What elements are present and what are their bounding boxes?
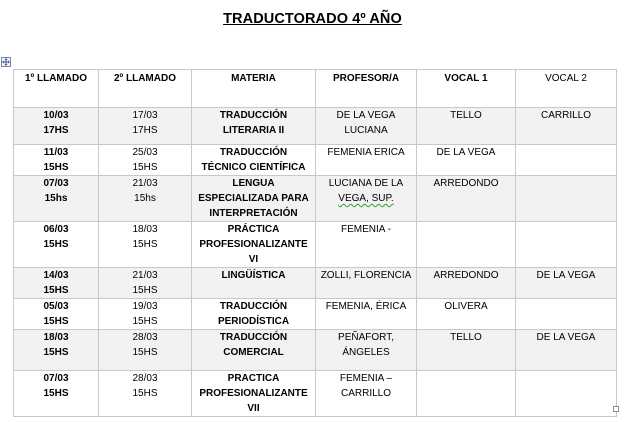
cell-llamado-2-line: 15HS <box>132 162 158 173</box>
cell-llamado-2-line: 28/03 <box>132 373 158 384</box>
cell-materia <box>192 268 316 299</box>
cell-llamado-2 <box>99 176 192 222</box>
header-vocal-2: VOCAL 2 <box>516 70 617 108</box>
cell-materia <box>192 176 316 222</box>
cell-materia-line: TRADUCCIÓN <box>219 110 288 121</box>
cell-materia <box>192 299 316 330</box>
cell-llamado-1-line: 15hs <box>44 193 68 204</box>
cell-profesor-line: ZOLLI, FLORENCIA <box>320 270 412 281</box>
table-move-handle-icon[interactable] <box>1 57 11 67</box>
cell-profesor-line: DE LA VEGA <box>336 110 396 121</box>
cell-llamado-2-line: 17HS <box>132 125 158 136</box>
cell-llamado-2 <box>99 330 192 371</box>
cell-llamado-1-line: 15HS <box>43 347 69 358</box>
cell-llamado-1-line: 18/03 <box>43 332 69 343</box>
cell-vocal-1 <box>417 145 516 176</box>
cell-materia-line: COMERCIAL <box>223 347 284 358</box>
cell-llamado-2-line: 17/03 <box>132 110 158 121</box>
cell-llamado-2-line: 15HS <box>132 239 158 250</box>
cell-llamado-1 <box>14 268 99 299</box>
cell-materia-line: PRÁCTICA <box>227 224 280 235</box>
cell-materia-line: ESPECIALIZADA PARA <box>198 193 309 204</box>
cell-llamado-2-line: 28/03 <box>132 332 158 343</box>
cell-profesor-line: FEMENIA - <box>340 224 391 235</box>
cell-llamado-1-line: 15HS <box>43 239 69 250</box>
cell-llamado-1-line: 05/03 <box>43 301 69 312</box>
cell-profesor <box>316 222 417 268</box>
cell-llamado-1-line: 10/03 <box>43 110 69 121</box>
cell-llamado-1 <box>14 108 99 145</box>
cell-vocal-1-line: TELLO <box>450 332 482 343</box>
cell-profesor-line: CARRILLO <box>340 388 391 399</box>
cell-llamado-1-line: 15HS <box>43 162 69 173</box>
header-vocal-1: VOCAL 1 <box>417 70 516 108</box>
cell-profesor-line: LUCIANA DE LA <box>328 178 404 189</box>
cell-materia-line: PRACTICA <box>227 373 280 384</box>
cell-vocal-1 <box>417 176 516 222</box>
document-title: TRADUCTORADO 4º AÑO <box>223 11 402 27</box>
cell-vocal-1-line: TELLO <box>450 110 482 121</box>
cell-llamado-1-line: 14/03 <box>43 270 69 281</box>
table-row <box>14 268 617 299</box>
table-row <box>14 145 617 176</box>
cell-materia <box>192 330 316 371</box>
cell-llamado-2 <box>99 371 192 417</box>
cell-profesor-line: VEGA, SUP. <box>338 193 394 204</box>
cell-vocal-1-line: ARREDONDO <box>433 178 499 189</box>
cell-profesor <box>316 299 417 330</box>
cell-vocal-1 <box>417 268 516 299</box>
cell-profesor-line: PEÑAFORT, <box>338 332 394 343</box>
cell-vocal-1 <box>417 222 516 268</box>
cell-llamado-2-line: 21/03 <box>132 178 158 189</box>
cell-llamado-2-line: 15hs <box>134 193 156 204</box>
cell-materia <box>192 108 316 145</box>
table-row <box>14 222 617 268</box>
cell-profesor <box>316 268 417 299</box>
cell-profesor-line: FEMENIA – <box>339 373 393 384</box>
cell-materia-line: TRADUCCIÓN <box>219 332 288 343</box>
header-llamado-2: 2º LLAMADO <box>99 70 192 108</box>
header-llamado-1: 1º LLAMADO <box>14 70 99 108</box>
cell-materia <box>192 222 316 268</box>
cell-llamado-2 <box>99 268 192 299</box>
cell-profesor-line: FEMENIA, ÉRICA <box>325 301 407 312</box>
cell-profesor <box>316 176 417 222</box>
cell-llamado-1-line: 15HS <box>43 388 69 399</box>
cell-profesor-line: ÁNGELES <box>342 347 390 358</box>
cell-vocal-2-line: DE LA VEGA <box>536 270 596 281</box>
cell-materia-line: PROFESIONALIZANTE <box>199 388 308 399</box>
cell-materia-line: INTERPRETACIÓN <box>209 208 298 219</box>
cell-llamado-1 <box>14 330 99 371</box>
cell-vocal-2 <box>516 108 617 145</box>
cell-vocal-1 <box>417 371 516 417</box>
cell-llamado-1 <box>14 299 99 330</box>
cell-materia-line: TÉCNICO CIENTÍFICA <box>201 162 306 173</box>
cell-llamado-2 <box>99 299 192 330</box>
cell-llamado-2-line: 15HS <box>132 388 158 399</box>
cell-materia <box>192 145 316 176</box>
cell-vocal-2 <box>516 330 617 371</box>
table-row <box>14 299 617 330</box>
cell-llamado-1-line: 11/03 <box>43 147 69 158</box>
cell-llamado-1 <box>14 371 99 417</box>
cell-materia-line: PERIODÍSTICA <box>217 316 290 327</box>
cell-profesor <box>316 330 417 371</box>
cell-llamado-1 <box>14 176 99 222</box>
cell-llamado-1 <box>14 222 99 268</box>
header-materia: MATERIA <box>192 70 316 108</box>
table-row <box>14 330 617 371</box>
cell-materia-line: LINGÜÍSTICA <box>221 270 286 281</box>
exam-schedule-table <box>13 69 617 417</box>
cell-vocal-2-line: DE LA VEGA <box>536 332 596 343</box>
cell-vocal-1-line: DE LA VEGA <box>436 147 496 158</box>
cell-materia-line: VII <box>247 403 260 414</box>
cell-vocal-2 <box>516 371 617 417</box>
header-profesor: PROFESOR/A <box>316 70 417 108</box>
cell-llamado-2 <box>99 108 192 145</box>
cell-llamado-2-line: 21/03 <box>132 270 158 281</box>
cell-vocal-2 <box>516 268 617 299</box>
cell-llamado-1-line: 07/03 <box>43 178 69 189</box>
cell-llamado-2 <box>99 145 192 176</box>
cell-llamado-2-line: 19/03 <box>132 301 158 312</box>
cell-llamado-2-line: 15HS <box>132 347 158 358</box>
cell-materia-line: TRADUCCIÓN <box>219 147 288 158</box>
cell-profesor <box>316 371 417 417</box>
cell-llamado-1 <box>14 145 99 176</box>
cell-vocal-1 <box>417 299 516 330</box>
cell-vocal-2 <box>516 222 617 268</box>
header-row <box>14 70 617 108</box>
cell-profesor <box>316 145 417 176</box>
cell-llamado-1-line: 15HS <box>43 285 69 296</box>
cell-llamado-1-line: 17HS <box>43 125 69 136</box>
table-row <box>14 371 617 417</box>
table-row <box>14 176 617 222</box>
cell-vocal-2 <box>516 299 617 330</box>
cell-llamado-2-line: 18/03 <box>132 224 158 235</box>
cell-materia <box>192 371 316 417</box>
cell-llamado-1-line: 06/03 <box>43 224 69 235</box>
cell-materia-line: TRADUCCIÓN <box>219 301 288 312</box>
table-row <box>14 108 617 145</box>
cell-profesor <box>316 108 417 145</box>
cell-vocal-1 <box>417 330 516 371</box>
cell-vocal-1-line: ARREDONDO <box>433 270 499 281</box>
cell-llamado-2-line: 15HS <box>132 285 158 296</box>
cell-llamado-2-line: 25/03 <box>132 147 158 158</box>
cell-materia-line: PROFESIONALIZANTE <box>199 239 308 250</box>
cell-materia-line: VI <box>248 254 259 265</box>
cell-llamado-1-line: 07/03 <box>43 373 69 384</box>
cell-llamado-1-line: 15HS <box>43 316 69 327</box>
cell-vocal-2-line: CARRILLO <box>540 110 591 121</box>
cell-vocal-1-line: OLIVERA <box>444 301 488 312</box>
cell-materia-line: LITERARIA II <box>222 125 285 136</box>
cell-profesor-line: FEMENIA ERICA <box>327 147 405 158</box>
cell-materia-line: LENGUA <box>232 178 275 189</box>
cell-vocal-2 <box>516 145 617 176</box>
cell-vocal-2 <box>516 176 617 222</box>
cell-llamado-2 <box>99 222 192 268</box>
cell-llamado-2-line: 15HS <box>132 316 158 327</box>
table-resize-handle[interactable] <box>613 406 619 412</box>
cell-profesor-line: LUCIANA <box>344 125 388 136</box>
cell-vocal-1 <box>417 108 516 145</box>
